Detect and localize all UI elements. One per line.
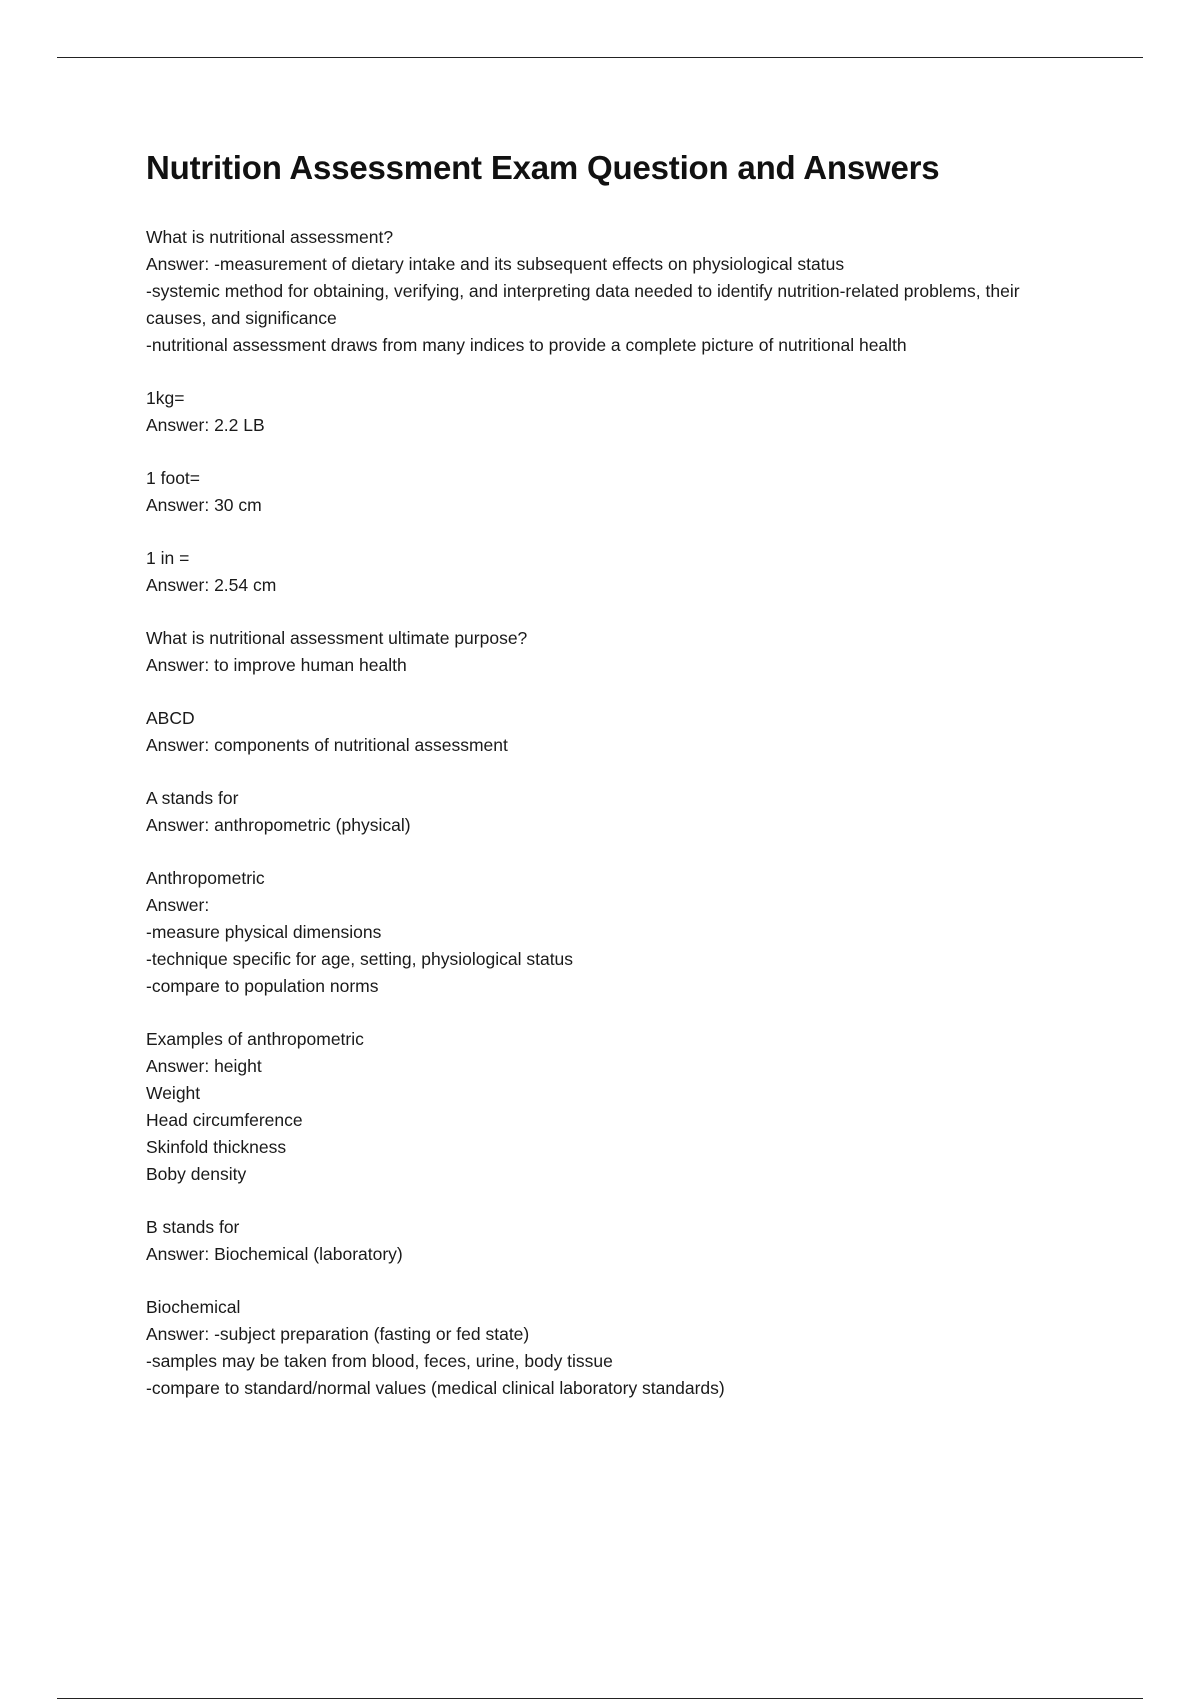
question-text: Biochemical xyxy=(146,1297,241,1317)
answer-line: Skinfold thickness xyxy=(146,1137,287,1157)
answer-line: -compare to standard/normal values (medical clinical laboratory standards) xyxy=(146,1378,725,1398)
document-page xyxy=(146,146,1066,1428)
question-text: Anthropometric xyxy=(146,868,265,888)
question-text: What is nutritional assessment? xyxy=(146,227,394,247)
answer-line: Answer: components of nutritional assessment xyxy=(146,735,508,755)
qa-item xyxy=(146,625,1066,679)
answer-line: -compare to population norms xyxy=(146,976,379,996)
qa-item xyxy=(146,1294,1066,1402)
qa-item xyxy=(146,705,1066,759)
answer-line: -systemic method for obtaining, verifying, and interpreting data needed to identify nutrition-related problems, their causes, and significance xyxy=(146,281,1025,328)
answer-line: Answer: to improve human health xyxy=(146,655,407,675)
qa-item xyxy=(146,545,1066,599)
document-title: Nutrition Assessment Exam Question and Answers xyxy=(146,149,940,186)
question-text: Examples of anthropometric xyxy=(146,1029,364,1049)
question-text: What is nutritional assessment ultimate purpose? xyxy=(146,628,528,648)
bottom-rule xyxy=(57,1698,1143,1699)
answer-line: Answer: anthropometric (physical) xyxy=(146,815,411,835)
qa-item xyxy=(146,1214,1066,1268)
answer-line: Answer: xyxy=(146,895,210,915)
question-text: 1kg= xyxy=(146,388,185,408)
answer-line: Answer: height xyxy=(146,1056,262,1076)
answer-line: Weight xyxy=(146,1083,201,1103)
answer-line: Answer: 30 cm xyxy=(146,495,262,515)
answer-line: Head circumference xyxy=(146,1110,303,1130)
answer-line: Answer: -subject preparation (fasting or fed state) xyxy=(146,1324,530,1344)
qa-item xyxy=(146,224,1066,359)
question-text: B stands for xyxy=(146,1217,240,1237)
answer-line: -technique specific for age, setting, physiological status xyxy=(146,949,574,969)
qa-item xyxy=(146,1026,1066,1188)
qa-item xyxy=(146,465,1066,519)
qa-item xyxy=(146,385,1066,439)
qa-item xyxy=(146,865,1066,1000)
top-rule xyxy=(57,57,1143,58)
answer-line: -nutritional assessment draws from many indices to provide a complete picture of nutritional health xyxy=(146,335,907,355)
question-text: A stands for xyxy=(146,788,239,808)
answer-line: Boby density xyxy=(146,1164,247,1184)
question-text: 1 foot= xyxy=(146,468,201,488)
question-text: 1 in = xyxy=(146,548,190,568)
question-text: ABCD xyxy=(146,708,195,728)
answer-line: Answer: 2.54 cm xyxy=(146,575,277,595)
answer-line: -measure physical dimensions xyxy=(146,922,382,942)
answer-line: -samples may be taken from blood, feces, urine, body tissue xyxy=(146,1351,613,1371)
answer-line: Answer: Biochemical (laboratory) xyxy=(146,1244,403,1264)
answer-line: Answer: -measurement of dietary intake and its subsequent effects on physiological status xyxy=(146,254,845,274)
qa-item xyxy=(146,785,1066,839)
qa-list xyxy=(146,224,1066,1402)
answer-line: Answer: 2.2 LB xyxy=(146,415,265,435)
